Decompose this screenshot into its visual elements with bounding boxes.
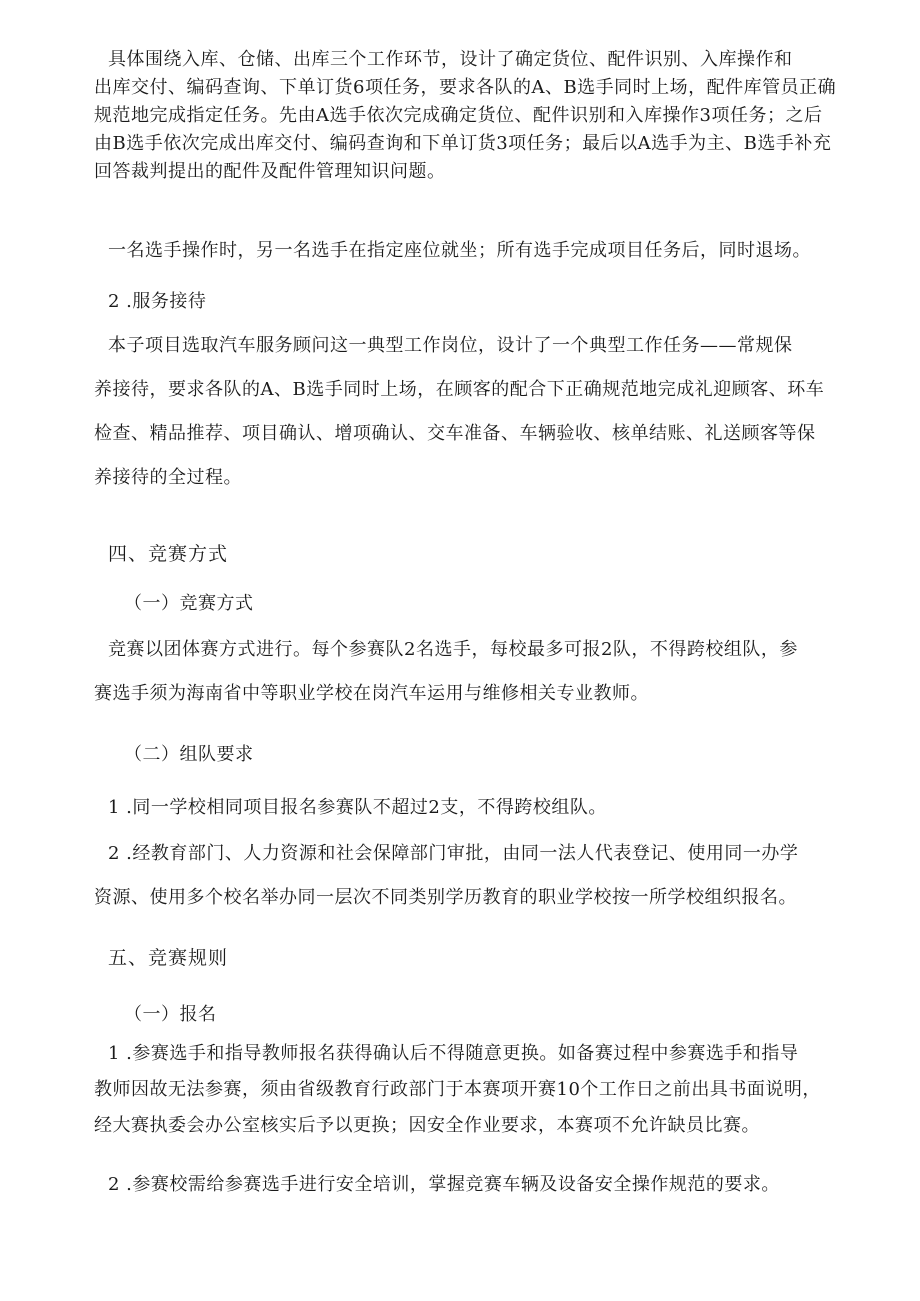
text-line: 竞赛以团体赛方式进行。每个参赛队2名选手，每校最多可报2队，不得跨校组队，参	[108, 639, 798, 660]
text-line: 由B选手依次完成出库交付、编码查询和下单订货3项任务；最后以A选手为主、B选手补充	[94, 133, 832, 154]
text-line: 出库交付、编码查询、下单订货6项任务，要求各队的A、B选手同时上场，配件库管员正确	[94, 77, 837, 98]
paragraph-team-format	[94, 628, 798, 716]
item-participant-replacement	[94, 1036, 821, 1144]
paragraph-service-reception	[94, 324, 824, 500]
text-line: 教师因故无法参赛，须由省级教育行政部门于本赛项开赛10个工作日之前出具书面说明，	[94, 1079, 821, 1100]
text-line: 养接待的全过程。	[94, 467, 242, 488]
text-line: 本子项目选取汽车服务顾问这一典型工作岗位，设计了一个典型工作任务——常规保	[108, 335, 793, 356]
section-heading-competition-format: 四、竞赛方式	[108, 543, 229, 565]
text-line: 赛选手须为海南省中等职业学校在岗汽车运用与维修相关专业教师。	[94, 683, 649, 704]
subheading-competition-format: （一）竞赛方式	[124, 593, 254, 614]
text-line: 2 .经教育部门、人力资源和社会保障部门审批，由同一法人代表登记、使用同一办学	[108, 843, 799, 864]
paragraph-exit-rule: 一名选手操作时，另一名选手在指定座位就坐；所有选手完成项目任务后，同时退场。	[108, 240, 811, 261]
paragraph-task-description	[94, 46, 836, 186]
item-service-reception: 2 .服务接待	[108, 291, 207, 312]
text-line: 检查、精品推荐、项目确认、增项确认、交车准备、车辆验收、核单结账、礼送顾客等保	[94, 423, 816, 444]
section-heading-competition-rules: 五、竞赛规则	[108, 947, 229, 969]
item-safety-training: 2 .参赛校需给参赛选手进行安全培训，掌握竞赛车辆及设备安全操作规范的要求。	[108, 1174, 780, 1195]
text-line: 具体围绕入库、仓储、出库三个工作环节，设计了确定货位、配件识别、入库操作和	[108, 49, 793, 70]
text-line: 养接待，要求各队的A、B选手同时上场，在顾客的配合下正确规范地完成礼迎顾客、环车	[94, 379, 825, 400]
subheading-registration: （一）报名	[124, 1004, 217, 1025]
item-team-limit: 1 .同一学校相同项目报名参赛队不超过2支，不得跨校组队。	[108, 797, 607, 818]
item-school-registration	[94, 832, 798, 920]
text-line: 1 .参赛选手和指导教师报名获得确认后不得随意更换。如备赛过程中参赛选手和指导	[108, 1043, 799, 1064]
subheading-team-requirements: （二）组队要求	[124, 744, 254, 765]
text-line: 经大赛执委会办公室核实后予以更换；因安全作业要求，本赛项不允许缺员比赛。	[94, 1115, 760, 1136]
text-line: 规范地完成指定任务。先由A选手依次完成确定货位、配件识别和入库操作3项任务；之后	[94, 105, 823, 126]
text-line: 资源、使用多个校名举办同一层次不同类别学历教育的职业学校按一所学校组织报名。	[94, 887, 797, 908]
text-line: 回答裁判提出的配件及配件管理知识问题。	[94, 161, 446, 182]
